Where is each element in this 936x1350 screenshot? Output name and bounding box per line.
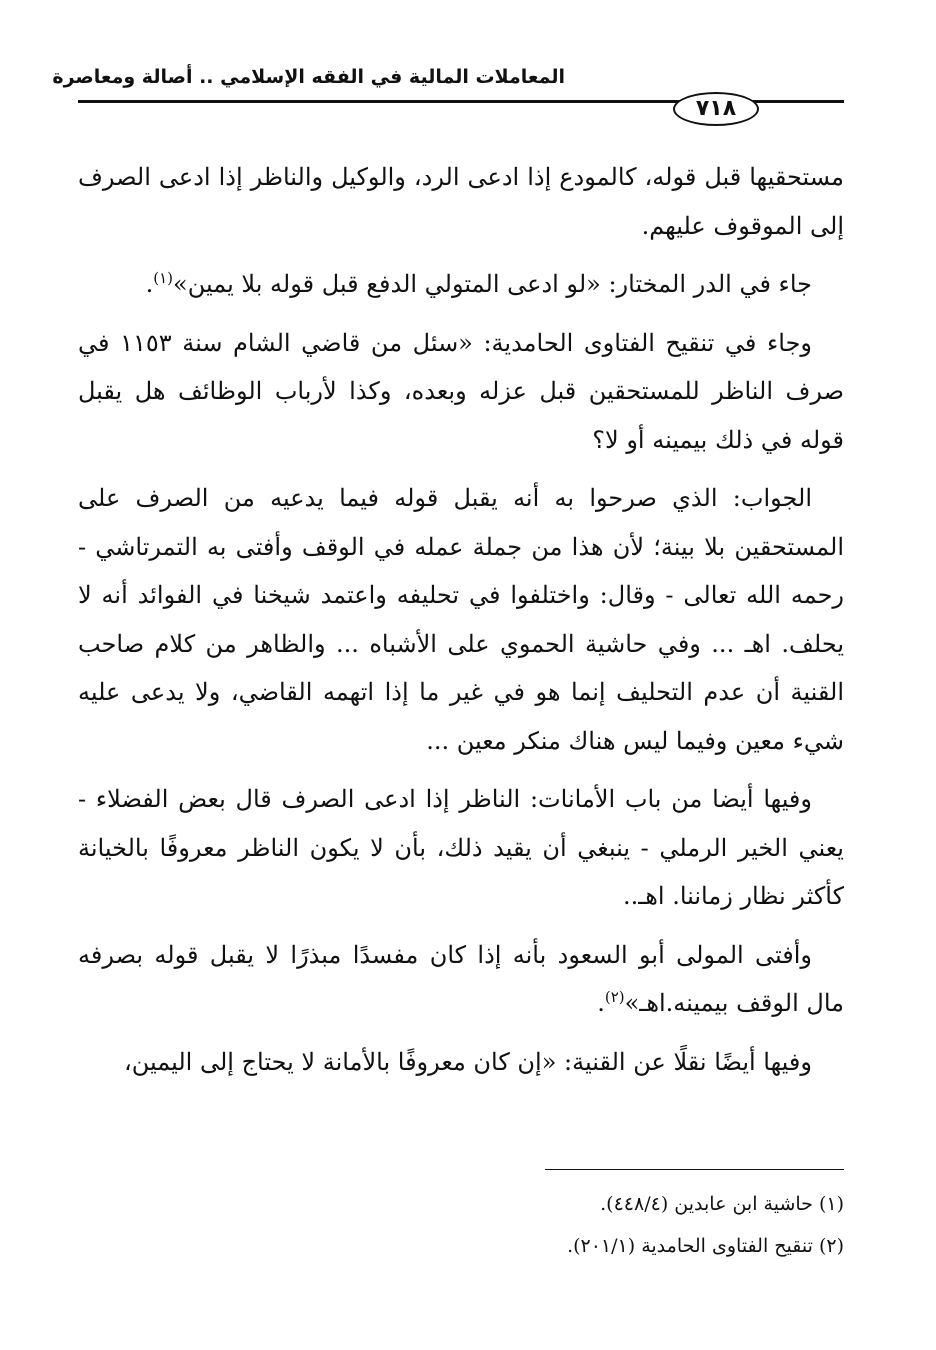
paragraph: مستحقيها قبل قوله، كالمودع إذا ادعى الرد، والوكيل والناظر إذا ادعى الصرف إلى الموقوف عليهم. [78,163,845,240]
footnote-mark: (٢) [604,988,625,1006]
paragraph [78,260,844,309]
footnote-rule [545,1169,844,1170]
paragraph: وجاء في تنقيح الفتاوى الحامدية: «سئل من قاضي الشام سنة ١١٥٣ في صرف الناظر للمستحقين قبل عزله وبعده، وكذا لأرباب الوظائف هل يقبل قوله في ذلك بيمينه أو لا؟ [78,328,844,454]
sentence-end: . [145,270,154,298]
paragraph-text: وأفتى المولى أبو السعود بأنه إذا كان مفسدًا مبذرًا لا يقبل قوله بصرفه مال الوقف بيمينه.اهـ» [78,940,844,1017]
paragraph [78,931,844,1028]
paragraph-text: جاء في الدر المختار: «لو ادعى المتولي الدفع قبل قوله بلا يمين» [173,270,812,298]
sentence-end: . [597,989,605,1017]
footnotes [200,1183,844,1267]
footnote: (١) حاشية ابن عابدين (٤٤٨/٤). [600,1193,844,1215]
body-text [78,153,844,1096]
paragraph: وفيها أيضًا نقلًا عن القنية: «إن كان معروفًا بالأمانة لا يحتاج إلى اليمين، [123,1047,812,1076]
paragraph: الجواب: الذي صرحوا به أنه يقبل قوله فيما يدعيه من الصرف على المستحقين بلا بينة؛ لأن هذا من جملة عمله في الوقف وأفتى به التمرتاشي - رحمه الله تعالى - وقال: واختلفوا في تحليفه واعتمد شيخنا في الفوائد أنه لا يحلف. اهـ ... وفي حاشية الحموي على الأشباه ... والظاهر من كلام صاحب القنية أن عدم التحليف إنما هو في غير ما إذا اتهمه القاضي، ولا يدعى عليه شيء معين وفيما ليس هناك منكر معين ... [78,484,844,755]
running-header: المعاملات المالية في الفقه الإسلامي .. أصالة ومعاصرة [52,66,565,88]
footnote-mark: (١) [153,269,174,287]
paragraph: وفيها أيضا من باب الأمانات: الناظر إذا ادعى الصرف قال بعض الفضلاء - يعني الخير الرملي - ينبغي أن يقيد ذلك، بأن لا يكون الناظر معروفًا بالخيانة كأكثر نظار زماننا. اهـ.. [78,785,844,910]
page-number: ٧١٨ [673,92,759,126]
footnote: (٢) تنقيح الفتاوى الحامدية (٢٠١/١). [567,1235,844,1257]
